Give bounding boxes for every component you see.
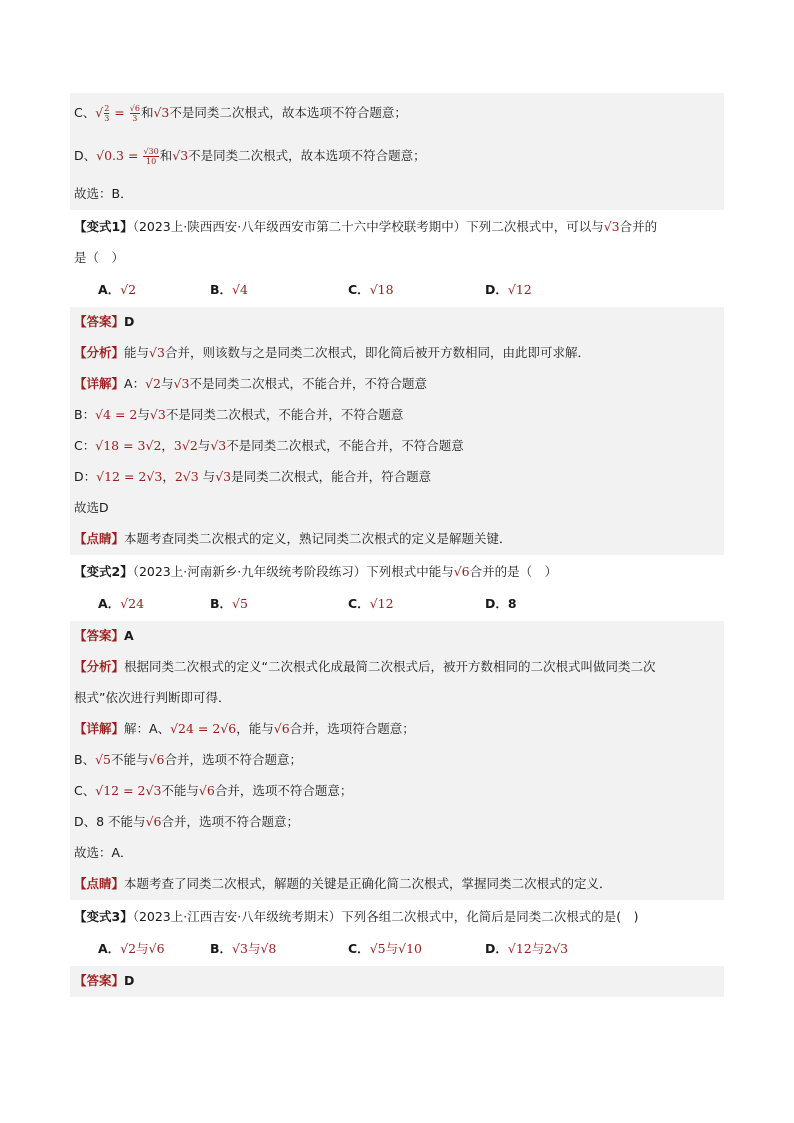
math-sqrt6: √6 bbox=[453, 564, 470, 579]
option-label: C． bbox=[348, 941, 370, 956]
v3-option-b bbox=[210, 933, 276, 964]
math-expr: √12 = 2√3 bbox=[96, 469, 163, 484]
v2-option-d bbox=[485, 588, 517, 619]
v2-detail-a bbox=[70, 714, 724, 745]
math-expr: √3 bbox=[149, 407, 166, 422]
v2-source: （2023上·河南新乡·九年级统考阶段练习）下列根式中能与 bbox=[132, 564, 454, 579]
fraction-2-3 bbox=[104, 104, 109, 123]
detail-text: 合并，选项不符合题意； bbox=[164, 752, 302, 767]
c-option-text: 不是同类二次根式，故本选项不符合题意； bbox=[169, 105, 407, 120]
numerator: √30 bbox=[143, 147, 159, 156]
v1-option-b bbox=[210, 274, 248, 305]
v2-analysis-line2 bbox=[70, 683, 724, 714]
option-value: √5 bbox=[232, 596, 248, 611]
math-expr: √6 bbox=[148, 752, 165, 767]
separator: ， bbox=[162, 469, 175, 484]
v3-question-line bbox=[70, 900, 724, 933]
option-value: √18 bbox=[369, 282, 394, 297]
v2-choose-line bbox=[70, 838, 724, 869]
detail-text: 不是同类二次根式，不能合并，不符合题意 bbox=[189, 376, 427, 391]
v3-tag: 【变式3】 bbox=[74, 909, 133, 924]
math-expr: √3 bbox=[210, 438, 227, 453]
detail-label: 解：A、 bbox=[124, 721, 171, 736]
connector-text: ，能与 bbox=[236, 721, 274, 736]
detail-text: 是同类二次根式，能合并，符合题意 bbox=[231, 469, 432, 484]
option-value: √2与√6 bbox=[120, 941, 165, 956]
detail-label: D： bbox=[74, 469, 97, 484]
c-option-math bbox=[95, 104, 141, 123]
detail-tag: 【详解】 bbox=[74, 376, 125, 391]
math-expr: √2 bbox=[145, 376, 161, 391]
math-expr: √6 bbox=[145, 814, 162, 829]
v1-question-line2 bbox=[70, 243, 724, 274]
detail-label: B、 bbox=[74, 752, 96, 767]
v1-detail-b bbox=[70, 400, 724, 431]
d-option-label: D、 bbox=[74, 148, 97, 163]
d-option-line bbox=[70, 133, 724, 179]
numerator: √6 bbox=[129, 104, 140, 113]
detail-label: B： bbox=[74, 407, 96, 422]
v1-source: （2023上·陕西西安·八年级西安市第二十六中学校联考期中）下列二次根式中，可以与 bbox=[132, 219, 604, 234]
answer-value: D bbox=[124, 973, 135, 988]
v1-detail-d bbox=[70, 462, 724, 493]
connector-text: 与 bbox=[197, 438, 211, 453]
option-label: B． bbox=[210, 941, 233, 956]
connector-text: 和 bbox=[140, 105, 154, 120]
v1-tag: 【变式1】 bbox=[74, 219, 133, 234]
option-value: √12与2√3 bbox=[507, 941, 569, 956]
answer-tag: 【答案】 bbox=[74, 973, 125, 988]
v3-options bbox=[70, 933, 724, 964]
answer-tag: 【答案】 bbox=[74, 628, 125, 643]
math-expr: √24 = 2√6 bbox=[170, 721, 237, 736]
v1-detail-c bbox=[70, 431, 724, 462]
separator: ， bbox=[161, 438, 174, 453]
v2-question-line bbox=[70, 555, 724, 588]
c-option-label: C、 bbox=[74, 105, 96, 120]
option-label: B． bbox=[210, 596, 233, 611]
d-option-text: 不是同类二次根式，故本选项不符合题意； bbox=[188, 148, 426, 163]
document-page bbox=[70, 93, 724, 997]
option-value: √3与√8 bbox=[232, 941, 277, 956]
detail-label: C： bbox=[74, 438, 96, 453]
connector-text: 与 bbox=[198, 469, 216, 484]
detail-text: 合并，选项不符合题意； bbox=[161, 814, 299, 829]
math-expr: √6 bbox=[273, 721, 290, 736]
v2-tag: 【变式2】 bbox=[74, 564, 133, 579]
v2-detail-b bbox=[70, 745, 724, 776]
math-sqrt3: √3 bbox=[153, 105, 170, 120]
math-sqrt-0-3: √0.3 bbox=[96, 148, 124, 163]
v1-line2: 是（ ） bbox=[74, 250, 125, 265]
choose-text: 故选D bbox=[74, 500, 109, 515]
option-label: B． bbox=[210, 282, 233, 297]
analysis-text: 合并，则该数与之是同类二次根式，即化简后被开方数相同，由此即可求解． bbox=[164, 345, 590, 360]
v2-analysis-line1 bbox=[70, 652, 724, 683]
analysis-tag: 【分析】 bbox=[74, 659, 125, 674]
v1-detail-a bbox=[70, 369, 724, 400]
connector-text: 和 bbox=[159, 148, 173, 163]
option-value: √12 bbox=[507, 282, 532, 297]
v2-answer-line bbox=[70, 621, 724, 652]
option-label: A． bbox=[98, 596, 121, 611]
v1-option-d bbox=[485, 274, 532, 305]
detail-label: D、8 不能与 bbox=[74, 814, 146, 829]
answer-tag: 【答案】 bbox=[74, 314, 125, 329]
option-label: A． bbox=[98, 941, 121, 956]
v1-tail: 合并的 bbox=[619, 219, 658, 234]
detail-text: 合并，选项符合题意； bbox=[289, 721, 415, 736]
equals-sign: = bbox=[114, 105, 125, 120]
equals-sign: = bbox=[127, 148, 139, 163]
v2-option-b bbox=[210, 588, 248, 619]
denominator: 3 bbox=[132, 114, 138, 123]
option-value: √4 bbox=[232, 282, 248, 297]
choose-line-1 bbox=[70, 179, 724, 210]
comment-tag: 【点睛】 bbox=[74, 876, 125, 891]
v2-detail-c bbox=[70, 776, 724, 807]
connector-text: 不能与 bbox=[161, 783, 199, 798]
connector-text: 与 bbox=[161, 376, 174, 391]
comment-tag: 【点睛】 bbox=[74, 531, 125, 546]
option-value: √2 bbox=[120, 282, 137, 297]
connector-text: 与 bbox=[137, 407, 150, 422]
math-expr: √3 bbox=[173, 376, 190, 391]
v1-comment-line bbox=[70, 524, 724, 555]
detail-label: C、 bbox=[74, 783, 96, 798]
comment-text: 本题考查同类二次根式的定义，熟记同类二次根式的定义是解题关键． bbox=[124, 531, 512, 546]
v1-option-a bbox=[98, 274, 136, 305]
math-expr: √5 bbox=[95, 752, 111, 767]
math-sqrt3: √3 bbox=[149, 345, 165, 360]
math-expr: √12 = 2√3 bbox=[95, 783, 162, 798]
radical-sign: √ bbox=[95, 105, 104, 120]
detail-text: 不是同类二次根式，不能合并，不符合题意 bbox=[226, 438, 464, 453]
option-value: √12 bbox=[369, 596, 394, 611]
option-label: D． bbox=[485, 941, 508, 956]
option-label: C． bbox=[348, 596, 370, 611]
v3-option-a bbox=[98, 933, 165, 964]
fraction-sqrt30-10 bbox=[143, 147, 158, 166]
v3-answer-line bbox=[70, 966, 724, 997]
option-value: √5与√10 bbox=[369, 941, 422, 956]
analysis-text: 根式”依次进行判断即可得． bbox=[74, 690, 231, 705]
analysis-text: 能与 bbox=[124, 345, 150, 360]
detail-label: A： bbox=[124, 376, 146, 391]
numerator: 2 bbox=[104, 104, 110, 113]
math-expr: √18 = 3√2 bbox=[95, 438, 162, 453]
option-label: D． bbox=[485, 596, 508, 611]
answer-value: A bbox=[124, 628, 134, 643]
detail-text: 合并，选项不符合题意； bbox=[214, 783, 353, 798]
denominator: 10 bbox=[146, 157, 157, 166]
math-expr: √4 = 2 bbox=[95, 407, 138, 422]
math-sqrt3: √3 bbox=[172, 148, 189, 163]
math-expr: √3 bbox=[215, 469, 232, 484]
detail-tag: 【详解】 bbox=[74, 721, 125, 736]
v1-answer-line bbox=[70, 307, 724, 338]
option-value: √24 bbox=[120, 596, 145, 611]
v2-comment-line bbox=[70, 869, 724, 900]
answer-value: D bbox=[124, 314, 135, 329]
v2-option-c bbox=[348, 588, 394, 619]
d-option-math bbox=[96, 147, 160, 166]
v1-choose-line bbox=[70, 493, 724, 524]
v2-option-a bbox=[98, 588, 144, 619]
v2-tail: 合并的是（ ） bbox=[469, 564, 558, 579]
option-value: 8 bbox=[507, 596, 517, 611]
v1-options bbox=[70, 274, 724, 305]
analysis-tag: 【分析】 bbox=[74, 345, 125, 360]
option-label: D． bbox=[485, 282, 508, 297]
math-expr: √6 bbox=[198, 783, 215, 798]
option-label: A． bbox=[98, 282, 121, 297]
v1-option-c bbox=[348, 274, 394, 305]
c-option-line bbox=[70, 93, 724, 133]
v2-options bbox=[70, 588, 724, 619]
math-expr: 3√2 bbox=[173, 438, 198, 453]
connector-text: 不能与 bbox=[111, 752, 149, 767]
comment-text: 本题考查了同类二次根式，解题的关键是正确化简二次根式，掌握同类二次根式的定义． bbox=[124, 876, 612, 891]
math-sqrt3: √3 bbox=[603, 219, 620, 234]
v2-detail-d bbox=[70, 807, 724, 838]
math-expr: 2√3 bbox=[174, 469, 199, 484]
v3-option-c bbox=[348, 933, 422, 964]
choose-text: 故选：A． bbox=[74, 845, 133, 860]
v1-question-line1 bbox=[70, 210, 724, 243]
v1-analysis-line bbox=[70, 338, 724, 369]
option-label: C． bbox=[348, 282, 370, 297]
v3-option-d bbox=[485, 933, 568, 964]
choose-text: 故选：B． bbox=[74, 186, 133, 201]
v3-source: （2023上·江西吉安·八年级统考期末）下列各组二次根式中，化简后是同类二次根式的是( ) bbox=[132, 909, 639, 924]
fraction-sqrt6-3 bbox=[130, 104, 140, 123]
analysis-text: 根据同类二次根式的定义“二次根式化成最简二次根式后，被开方数相同的二次根式叫做同类二次 bbox=[124, 659, 656, 674]
detail-text: 不是同类二次根式，不能合并，不符合题意 bbox=[165, 407, 404, 422]
denominator: 3 bbox=[104, 114, 110, 123]
